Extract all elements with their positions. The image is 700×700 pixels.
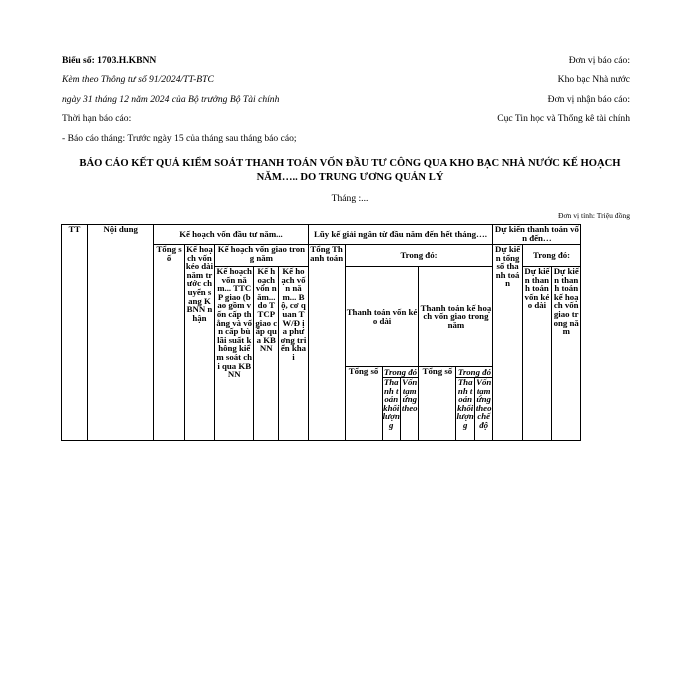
circular-date: ngày 31 tháng 12 năm 2024 của Bộ trưởng Bộ Tài chính xyxy=(62,94,280,105)
deadline-monthly: - Báo cáo tháng: Trước ngày 15 của tháng sau tháng báo cáo; xyxy=(62,133,297,144)
report-table xyxy=(61,224,631,441)
group-forecast-of-which: Trong đó: xyxy=(522,245,581,267)
circular-reference: Kèm theo Thông tư số 91/2024/TT-BTC xyxy=(62,74,214,85)
reporting-unit-label: Đơn vị báo cáo: xyxy=(568,55,630,66)
group-carryover-detail xyxy=(382,367,419,441)
group-year-payment: Thanh toán kế hoạch vốn giao trong năm xyxy=(419,267,493,367)
carryover-of-which-label: Trong đó xyxy=(383,367,418,377)
carryover-advance: Vốn tạm ứng theo xyxy=(401,377,418,413)
report-month: Tháng :... xyxy=(331,193,369,204)
group-plan: Kế hoạch vốn đầu tư năm... xyxy=(154,225,308,245)
year-of-which-label: Trong đó xyxy=(457,367,491,377)
group-disbursed: Lũy kế giải ngân từ đầu năm đến hết tháng…. xyxy=(308,225,493,245)
group-forecast: Dự kiến thanh toán vốn đến… xyxy=(493,225,581,245)
receiving-unit: Cục Tin học và Thống kê tài chính xyxy=(497,113,630,124)
col-forecast-carryover: Dự kiến thanh toán vốn kéo dài xyxy=(522,267,551,441)
year-completed-volume: Thanh toán khối lượng xyxy=(456,378,475,440)
col-plan-total: Tổng số xyxy=(154,245,184,441)
group-disbursed-of-which: Trong đó: xyxy=(345,245,493,267)
col-plan-ministry: Kế hoạch vốn năm... Bộ, cơ quan TW/Đ ịa phương triển khai xyxy=(279,267,308,441)
report-title-line1: BÁO CÁO KẾT QUẢ KIỂM SOÁT THANH TOÁN VỐN ĐẦU TƯ CÔNG QUA KHO BẠC NHÀ NƯỚC KẾ HOẠCH xyxy=(79,158,621,169)
receiving-unit-label: Đơn vị nhận báo cáo: xyxy=(547,94,630,105)
group-carryover-payment: Thanh toán vốn kéo dài xyxy=(345,267,419,367)
currency-unit: Đơn vị tính: Triệu đồng xyxy=(558,211,630,220)
col-plan-ttcp: Kế hoạch vốn năm... TTCP giao (bao gồm vốn cấp thẳng và vốn cấp bù lãi suất không kiểm soát chi qua KBNN xyxy=(215,267,254,441)
col-plan-ttcp-kbnn: Kế hoạch vốn năm... do TTCP giao cấp qua KBNN xyxy=(254,267,279,441)
col-forecast-total: Dự kiến tổng số thanh toán xyxy=(493,245,522,441)
spacer-cell xyxy=(581,225,631,245)
col-forecast-year: Dự kiến thanh toán kế hoạch vốn giao trong năm xyxy=(552,267,581,441)
col-plan-carryover: Kế hoạch vốn kéo dài năm trước chuyển sang KBNN nhận xyxy=(184,245,214,441)
form-code: Biểu số: 1703.H.KBNN xyxy=(62,55,157,66)
carryover-completed-volume: Thanh toán khối lượng xyxy=(383,378,401,440)
deadline-label: Thời hạn báo cáo: xyxy=(62,113,132,124)
col-disbursed-total: Tổng Thanh toán xyxy=(308,245,345,441)
year-advance-regime: Vốn tạm ứng theo chế độ xyxy=(475,377,492,430)
group-year-detail xyxy=(456,367,493,441)
group-plan-year: Kế hoạch vốn giao trong năm xyxy=(215,245,308,267)
col-content: Nội dung xyxy=(88,225,154,441)
reporting-unit: Kho bạc Nhà nước xyxy=(557,74,630,85)
col-tt: TT xyxy=(62,225,88,441)
col-carryover-total: Tổng số xyxy=(345,367,382,441)
report-title-line2: NĂM….. DO TRUNG ƯƠNG QUẢN LÝ xyxy=(256,172,444,183)
col-year-total: Tổng số xyxy=(419,367,456,441)
